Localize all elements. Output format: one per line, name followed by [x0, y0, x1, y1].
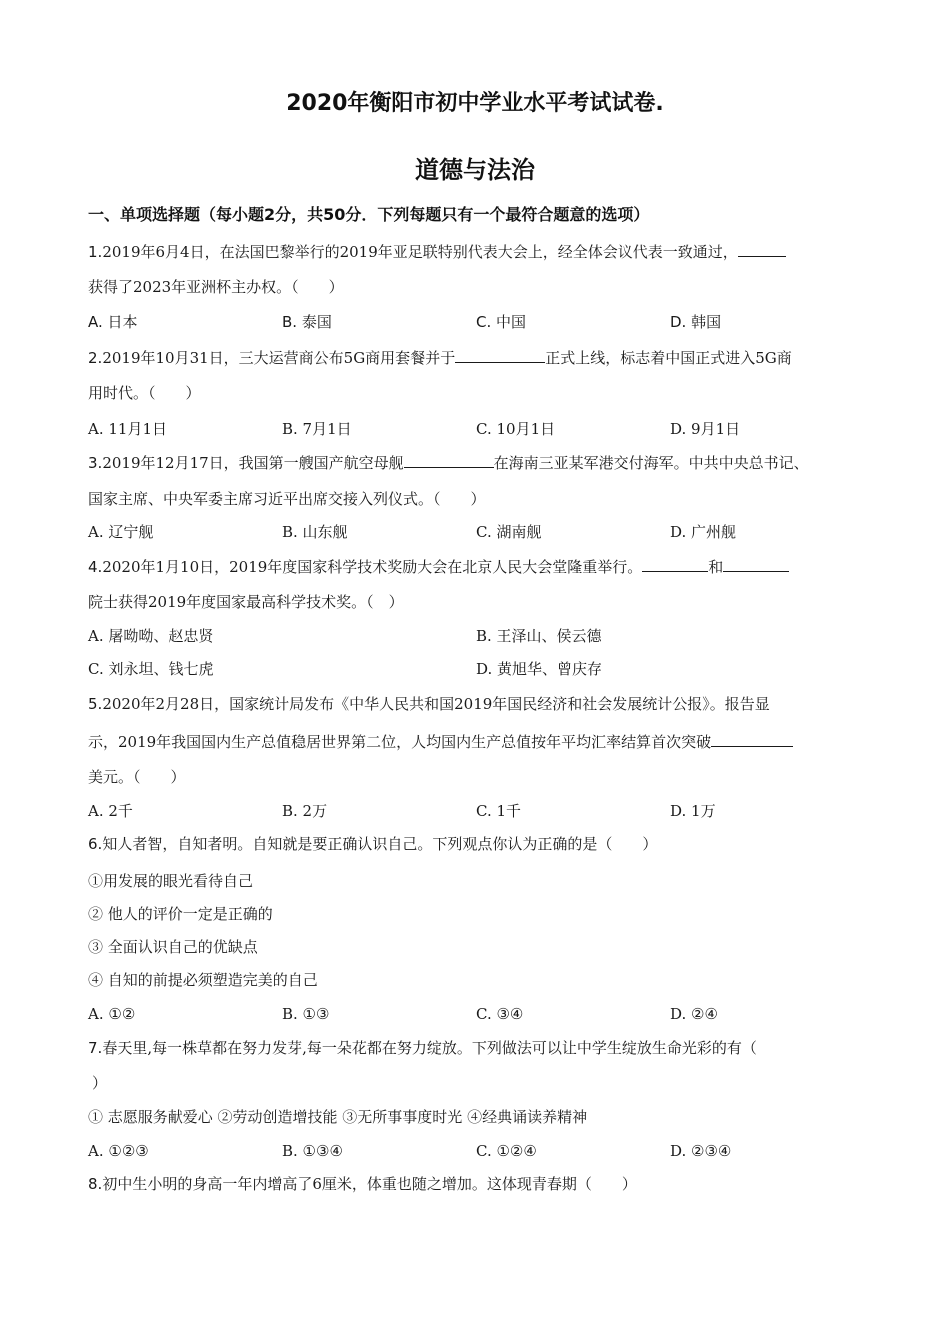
- subject-title: 道德与法治: [415, 156, 535, 184]
- question-number: 2.: [88, 349, 103, 367]
- question-number: 6.: [88, 835, 103, 853]
- answer-blank: [642, 555, 708, 572]
- option-b: B. 2万: [282, 802, 328, 820]
- option-b: B. ①③: [282, 1005, 330, 1023]
- question-6-line-1: 6.知人者智，自知者明。自知就是要正确认识自己。下列观点你认为正确的是（ ）: [88, 835, 658, 853]
- question-3-line-1: 3.2019年12月17日，我国第一艘国产航空母舰 在海南三亚某军港交付海军。中共中央总书记、: [88, 451, 866, 474]
- option-c: C. 刘永坦、钱七虎: [88, 660, 214, 678]
- question-4-line-2: 院士获得2019年度国家最高科学技术奖。（ ）: [88, 593, 404, 611]
- answer-blank: [404, 451, 494, 468]
- question-number: 8.: [88, 1175, 103, 1193]
- option-a: A. 屠呦呦、赵忠贤: [88, 627, 214, 645]
- option-a: A. 辽宁舰: [88, 523, 154, 541]
- option-a: A. 11月1日: [88, 420, 167, 438]
- question-number: 1.: [88, 243, 103, 261]
- statement-item: ② 他人的评价一定是正确的: [88, 905, 273, 923]
- option-c: C. ③④: [476, 1005, 524, 1023]
- option-c: C. 中国: [476, 313, 527, 331]
- section-heading: 一、单项选择题（每小题2分，共50分．下列每题只有一个最符合题意的选项）: [88, 205, 650, 224]
- option-d: D. 9月1日: [670, 420, 741, 438]
- question-5-line-3: 美元。（ ）: [88, 768, 186, 786]
- option-d: D. 1万: [670, 802, 716, 820]
- option-d: D. ②③④: [670, 1142, 732, 1160]
- option-c: C. 10月1日: [476, 420, 556, 438]
- answer-blank: [723, 555, 789, 572]
- option-a: A. 日本: [88, 313, 138, 331]
- option-b: B. 王泽山、侯云德: [476, 627, 602, 645]
- question-number: 3.: [88, 454, 103, 472]
- question-2-line-2: 用时代。（ ）: [88, 384, 201, 402]
- option-d: D. 广州舰: [670, 523, 737, 541]
- answer-blank: [711, 730, 793, 747]
- question-5-line-1: 5.2020年2月28日，国家统计局发布《中华人民共和国2019年国民经济和社会发展统计公报》。报告显: [88, 695, 770, 713]
- question-5-line-2: 示，2019年我国国内生产总值稳居世界第二位，人均国内生产总值按年平均汇率结算首次突破: [88, 730, 866, 753]
- option-d: D. 黄旭华、曾庆存: [476, 660, 603, 678]
- question-number: 7.: [88, 1039, 103, 1057]
- option-c: C. ①②④: [476, 1142, 537, 1160]
- statement-item: ①用发展的眼光看待自己: [88, 872, 254, 890]
- question-number: 5.: [88, 695, 103, 713]
- option-d: D. 韩国: [670, 313, 722, 331]
- question-7-line-2: ）: [92, 1074, 108, 1092]
- option-b: B. 山东舰: [282, 523, 348, 541]
- option-b: B. 7月1日: [282, 420, 352, 438]
- exam-title: 2020年衡阳市初中学业水平考试试卷.: [286, 91, 664, 116]
- statement-item: ④ 自知的前提必须塑造完美的自己: [88, 971, 318, 989]
- option-c: C. 湖南舰: [476, 523, 542, 541]
- statement-item: ③ 全面认识自己的优缺点: [88, 938, 258, 956]
- option-b: B. ①③④: [282, 1142, 343, 1160]
- answer-blank: [738, 240, 786, 257]
- question-3-line-2: 国家主席、中央军委主席习近平出席交接入列仪式。（ ）: [88, 490, 486, 508]
- option-a: A. 2千: [88, 802, 133, 820]
- option-a: A. ①②: [88, 1005, 136, 1023]
- option-b: B. 泰国: [282, 313, 332, 331]
- question-7-line-1: 7.春天里,每一株草都在努力发芽,每一朵花都在努力绽放。下列做法可以让中学生绽放生命光彩的有（: [88, 1039, 757, 1057]
- statement-items-line: ① 志愿服务献爱心 ②劳动创造增技能 ③无所事事度时光 ④经典诵读养精神: [88, 1108, 588, 1126]
- question-1-line-2: 获得了2023年亚洲杯主办权。（ ）: [88, 278, 344, 296]
- question-number: 4.: [88, 558, 103, 576]
- question-1-line-1: 1.2019年6月4日，在法国巴黎举行的2019年亚足联特别代表大会上，经全体会议代表一致通过，: [88, 240, 866, 263]
- question-8-line-1: 8.初中生小明的身高一年内增高了6厘米，体重也随之增加。这体现青春期（ ）: [88, 1175, 637, 1193]
- option-d: D. ②④: [670, 1005, 718, 1023]
- question-2-line-1: 2.2019年10月31日，三大运营商公布5G商用套餐并于 正式上线，标志着中国正式进入5G商: [88, 346, 866, 369]
- answer-blank: [455, 346, 545, 363]
- option-c: C. 1千: [476, 802, 522, 820]
- question-4-line-1: 4.2020年1月10日，2019年度国家科学技术奖励大会在北京人民大会堂隆重举行。 和: [88, 555, 866, 578]
- option-a: A. ①②③: [88, 1142, 149, 1160]
